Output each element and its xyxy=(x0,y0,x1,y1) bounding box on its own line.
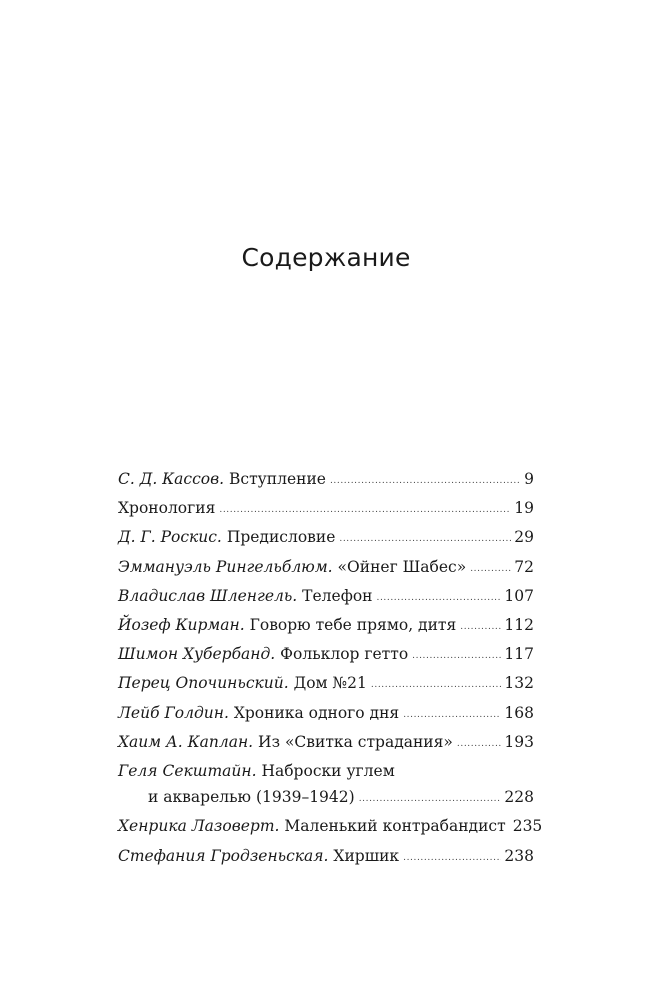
toc-leader-dots xyxy=(457,728,502,757)
toc-entry-multiline[interactable] xyxy=(118,758,534,813)
table-of-contents xyxy=(118,466,543,872)
toc-page-number: 235 xyxy=(512,817,543,836)
toc-author: Эммануэль Рингельблюм. xyxy=(118,557,333,576)
toc-entry[interactable] xyxy=(118,524,534,553)
toc-leader-dots xyxy=(330,465,521,494)
toc-page-number: 132 xyxy=(504,674,534,693)
toc-page-number: 29 xyxy=(514,528,534,547)
toc-title: Телефон xyxy=(302,586,373,605)
toc-entry[interactable] xyxy=(118,495,534,524)
toc-title: Дом №21 xyxy=(293,674,367,693)
toc-page-number: 19 xyxy=(514,499,534,518)
toc-author: Стефания Гродзеньская. xyxy=(118,846,329,865)
toc-author: Йозеф Кирман. xyxy=(118,616,245,635)
toc-entry[interactable] xyxy=(118,641,534,670)
toc-entry[interactable] xyxy=(118,670,534,699)
toc-leader-dots xyxy=(371,669,502,698)
toc-author: С. Д. Кассов. xyxy=(118,470,225,488)
toc-entry[interactable] xyxy=(118,813,543,842)
toc-page-number: 9 xyxy=(524,470,534,488)
toc-title-continuation: и акварелью (1939–1942) xyxy=(148,788,355,807)
toc-entry[interactable] xyxy=(118,466,534,495)
toc-entry[interactable] xyxy=(118,843,534,872)
toc-entry[interactable] xyxy=(118,554,534,583)
toc-page-number: 238 xyxy=(504,846,534,865)
toc-page-number: 193 xyxy=(504,732,534,751)
toc-entry[interactable] xyxy=(118,729,534,758)
toc-author: Д. Г. Роскис. xyxy=(118,528,222,547)
toc-entry[interactable] xyxy=(118,583,534,612)
toc-author: Хаим А. Каплан. xyxy=(118,732,254,751)
toc-author: Хенрика Лазоверт. xyxy=(118,817,280,836)
toc-leader-dots xyxy=(377,582,502,611)
page-title: Содержание xyxy=(241,243,411,272)
toc-page-number: 112 xyxy=(504,616,534,635)
toc-entry-first-line xyxy=(118,758,534,784)
toc-title: Вступление xyxy=(229,470,326,488)
toc-leader-dots xyxy=(403,842,501,871)
toc-entry[interactable] xyxy=(118,700,534,729)
toc-leader-dots xyxy=(412,640,501,669)
toc-entry-continuation xyxy=(118,784,534,813)
toc-page-number: 168 xyxy=(504,703,534,722)
toc-title: Маленький контрабандист xyxy=(284,817,506,836)
toc-title: Наброски углем xyxy=(261,762,395,781)
toc-author: Владислав Шленгель. xyxy=(118,586,298,605)
toc-leader-dots xyxy=(403,699,501,728)
toc-title: Хроника одного дня xyxy=(233,703,400,722)
toc-leader-dots xyxy=(219,494,511,523)
toc-leader-dots xyxy=(470,553,511,582)
toc-leader-dots xyxy=(359,783,502,812)
toc-title: Фольклор гетто xyxy=(280,645,409,664)
toc-title: Хиршик xyxy=(333,846,400,865)
toc-leader-dots xyxy=(339,523,511,552)
toc-title: Предисловие xyxy=(226,528,336,547)
toc-title: «Ойнег Шабес» xyxy=(337,557,467,576)
toc-page-number: 228 xyxy=(504,788,534,807)
toc-title: Хронология xyxy=(118,499,216,518)
toc-entry[interactable] xyxy=(118,612,534,641)
toc-page-number: 117 xyxy=(504,645,534,664)
toc-author: Перец Опочиньский. xyxy=(118,674,289,693)
toc-page-number: 72 xyxy=(514,557,534,576)
toc-leader-dots xyxy=(460,611,501,640)
toc-author: Геля Секштайн. xyxy=(118,762,257,781)
toc-page-number: 107 xyxy=(504,586,534,605)
toc-title: Из «Свитка страдания» xyxy=(258,732,453,751)
toc-title: Говорю тебе прямо, дитя xyxy=(249,616,457,635)
toc-author: Шимон Хубербанд. xyxy=(118,645,276,664)
toc-author: Лейб Голдин. xyxy=(118,703,229,722)
